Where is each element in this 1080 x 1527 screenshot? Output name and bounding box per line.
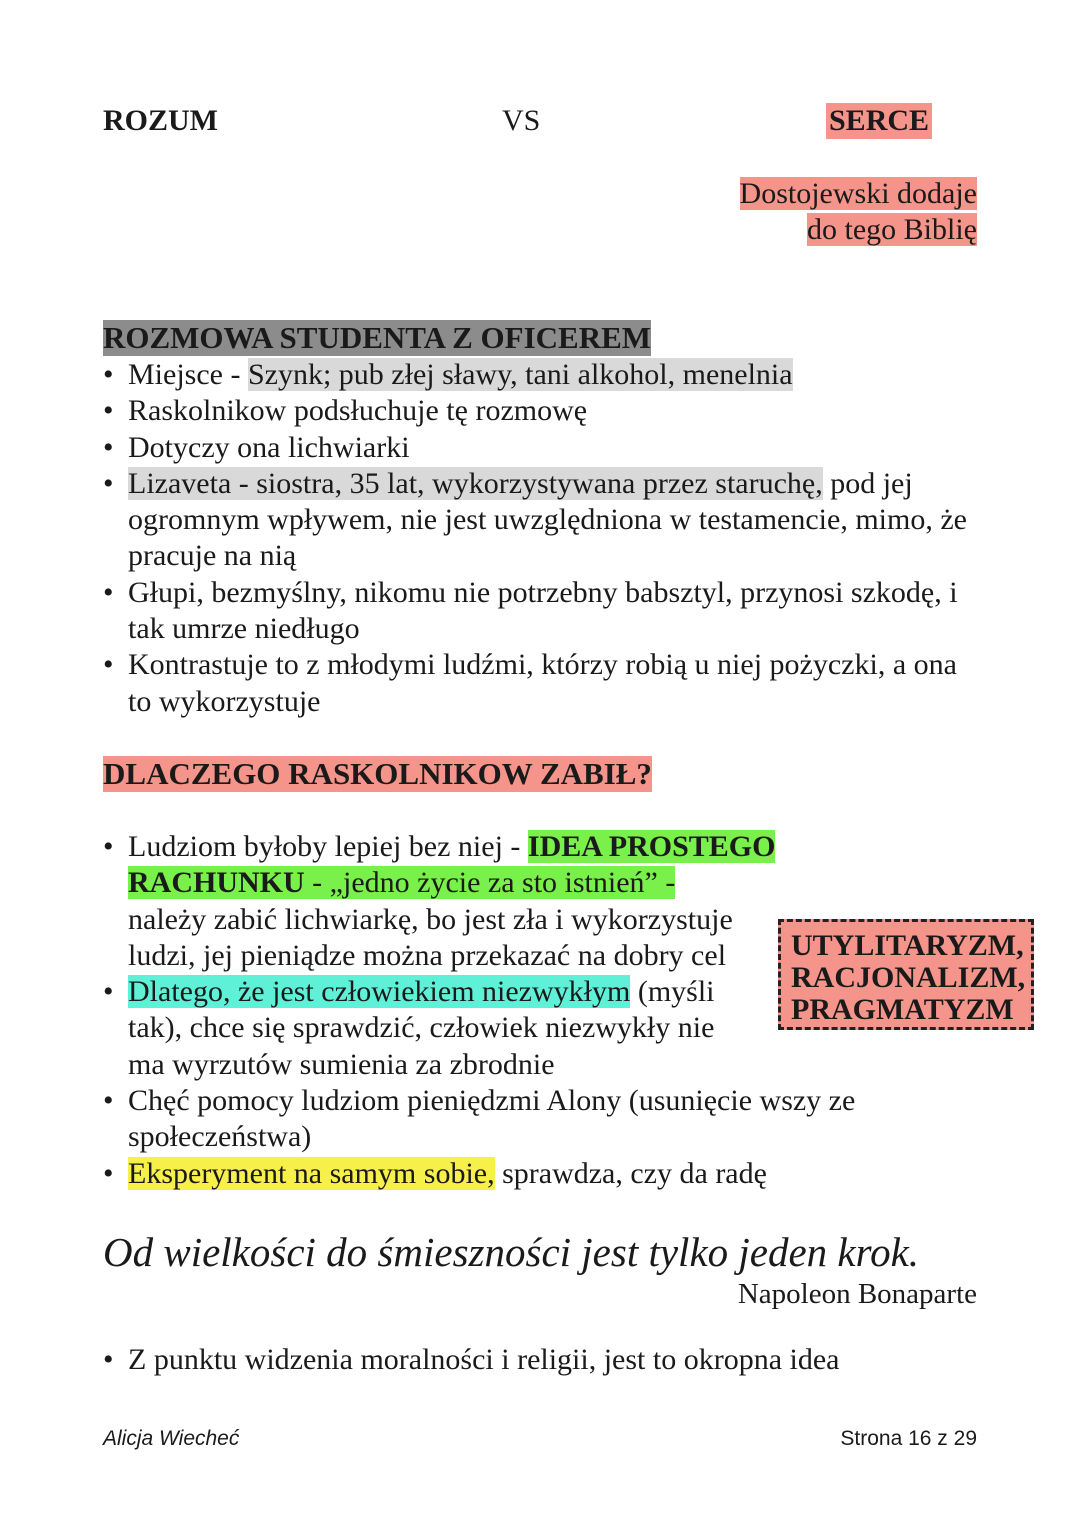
list-item: • Głupi, bezmyślny, nikomu nie potrzebny babsztyl, przynosi szkodę, i tak umrze niedługo (103, 575, 983, 648)
list-item: • Raskolnikow podsłuchuje tę rozmowę (103, 393, 983, 429)
rozum-label: ROZUM (103, 104, 218, 137)
section-title-why: DLACZEGO RASKOLNIKOW ZABIŁ? (103, 756, 652, 791)
footer-page-number: Strona 16 z 29 (840, 1427, 977, 1450)
section-title-conversation: ROZMOWA STUDENTA Z OFICEREM (103, 320, 652, 355)
conversation-list (103, 357, 983, 720)
list-item: • Lizaveta - siostra, 35 lat, wykorzystywana przez staruchę, pod jej ogromnym wpływem, nie jest uwzględniona w testamencie, mimo, że pracuje na nią (103, 466, 983, 575)
list-item: • Ludziom byłoby lepiej bez niej - IDEA PROSTEGO RACHUNKU - „jedno życie za sto istnień” - należy zabić lichwiarkę, bo jest zła i wykorzystuje ludzi, jej pieniądze można przekazać na dobry cel (103, 829, 983, 974)
bible-note (740, 176, 977, 248)
list-item: • Dlatego, że jest człowiekiem niezwykłym (myśli tak), chce się sprawdzić, człowiek niezwykły nie ma wyrzutów sumienia za zbrodnie (103, 974, 983, 1083)
napoleon-quote: Od wielkości do śmieszności jest tylko jeden krok. (103, 1229, 920, 1275)
box-line: UTYLITARYZM, (791, 929, 1024, 962)
bible-note-line1: Dostojewski dodaje (739, 177, 977, 210)
final-list (103, 1342, 983, 1378)
footer-author: Alicja Wiecheć (103, 1427, 240, 1450)
list-item: • Z punktu widzenia moralności i religii, jest to okropna idea (103, 1342, 983, 1378)
quote-author: Napoleon Bonaparte (737, 1278, 977, 1310)
list-item: • Chęć pomocy ludziom pieniędzmi Alony (usunięcie wszy ze społeczeństwa) (103, 1083, 983, 1156)
list-item: • Miejsce - Szynk; pub złej sławy, tani alkohol, menelnia (103, 357, 983, 393)
list-item: • Dotyczy ona lichwiarki (103, 430, 983, 466)
list-item: • Kontrastuje to z młodymi ludźmi, którzy robią u niej pożyczki, a ona to wykorzystuje (103, 647, 983, 720)
bible-note-line2: do tego Biblię (807, 213, 977, 246)
box-line: RACJONALIZM, (791, 961, 1026, 994)
philosophy-box (778, 919, 1034, 1030)
list-item: • Eksperyment na samym sobie, sprawdza, czy da radę (103, 1156, 983, 1192)
box-line: PRAGMATYZM (791, 993, 1014, 1026)
serce-label: SERCE (826, 103, 932, 139)
vs-label: VS (502, 104, 541, 137)
